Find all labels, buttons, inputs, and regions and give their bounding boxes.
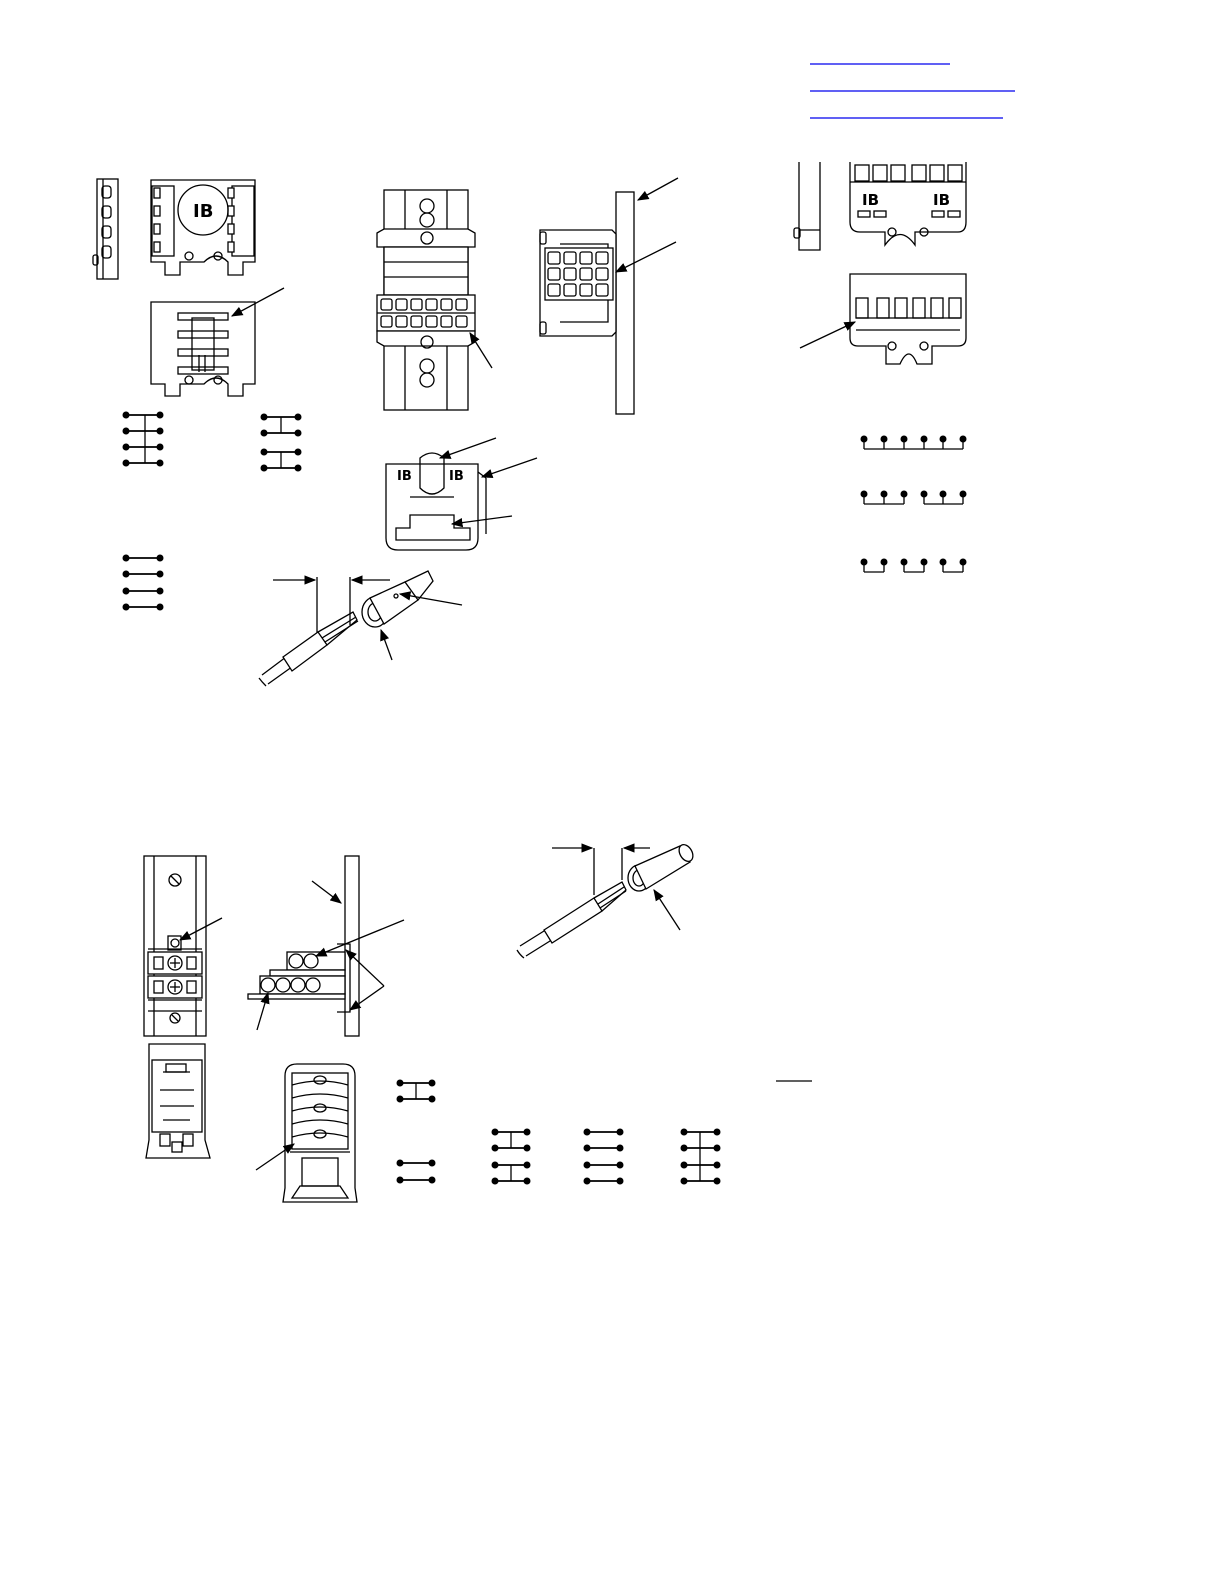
jumper-schematic-b1	[397, 1080, 436, 1103]
svg-text:IB: IB	[397, 469, 412, 484]
din-rail-mounted-block-front	[377, 190, 492, 410]
compact-block-top-view	[850, 162, 966, 245]
jumper-schematic-1	[123, 412, 164, 467]
svg-text:IB: IB	[862, 191, 880, 209]
terminal-block-front-view	[151, 180, 255, 275]
screw-block-on-rail-side	[248, 856, 404, 1036]
wire-ferrule-illustration-top	[259, 571, 462, 686]
terminal-block-side-view	[93, 179, 118, 279]
jumper-schematic-b5	[681, 1129, 721, 1185]
bus-schematic-2x3-pole	[861, 559, 967, 573]
bus-schematic-6-pole	[861, 436, 967, 450]
svg-text:IB: IB	[933, 191, 951, 209]
end-clip-illustration	[386, 438, 537, 550]
svg-text:IB: IB	[449, 469, 464, 484]
compact-block-side-view	[794, 162, 820, 250]
rib-lines	[292, 1081, 348, 1137]
jumper-schematic-b3	[492, 1129, 531, 1185]
brand-logo-glyph: IB	[193, 201, 214, 222]
screw-block-end-view	[146, 1044, 210, 1158]
terminal-block-jumper-view	[151, 288, 284, 396]
bus-schematic-3x2-pole	[861, 491, 967, 505]
jumper-schematic-3	[123, 555, 164, 611]
jumper-schematic-b4	[584, 1129, 624, 1185]
screw-block-ribbed-end-view	[256, 1064, 357, 1202]
jumper-schematic-2	[261, 414, 302, 472]
din-rail-mounted-block-side	[540, 178, 678, 414]
jumper-schematic-b2	[397, 1160, 436, 1184]
screw-block-on-rail-front	[144, 856, 222, 1036]
link-group[interactable]	[810, 64, 1015, 118]
wire-ferrule-illustration-bottom	[517, 842, 696, 958]
compact-block-jumper-view	[800, 274, 966, 364]
